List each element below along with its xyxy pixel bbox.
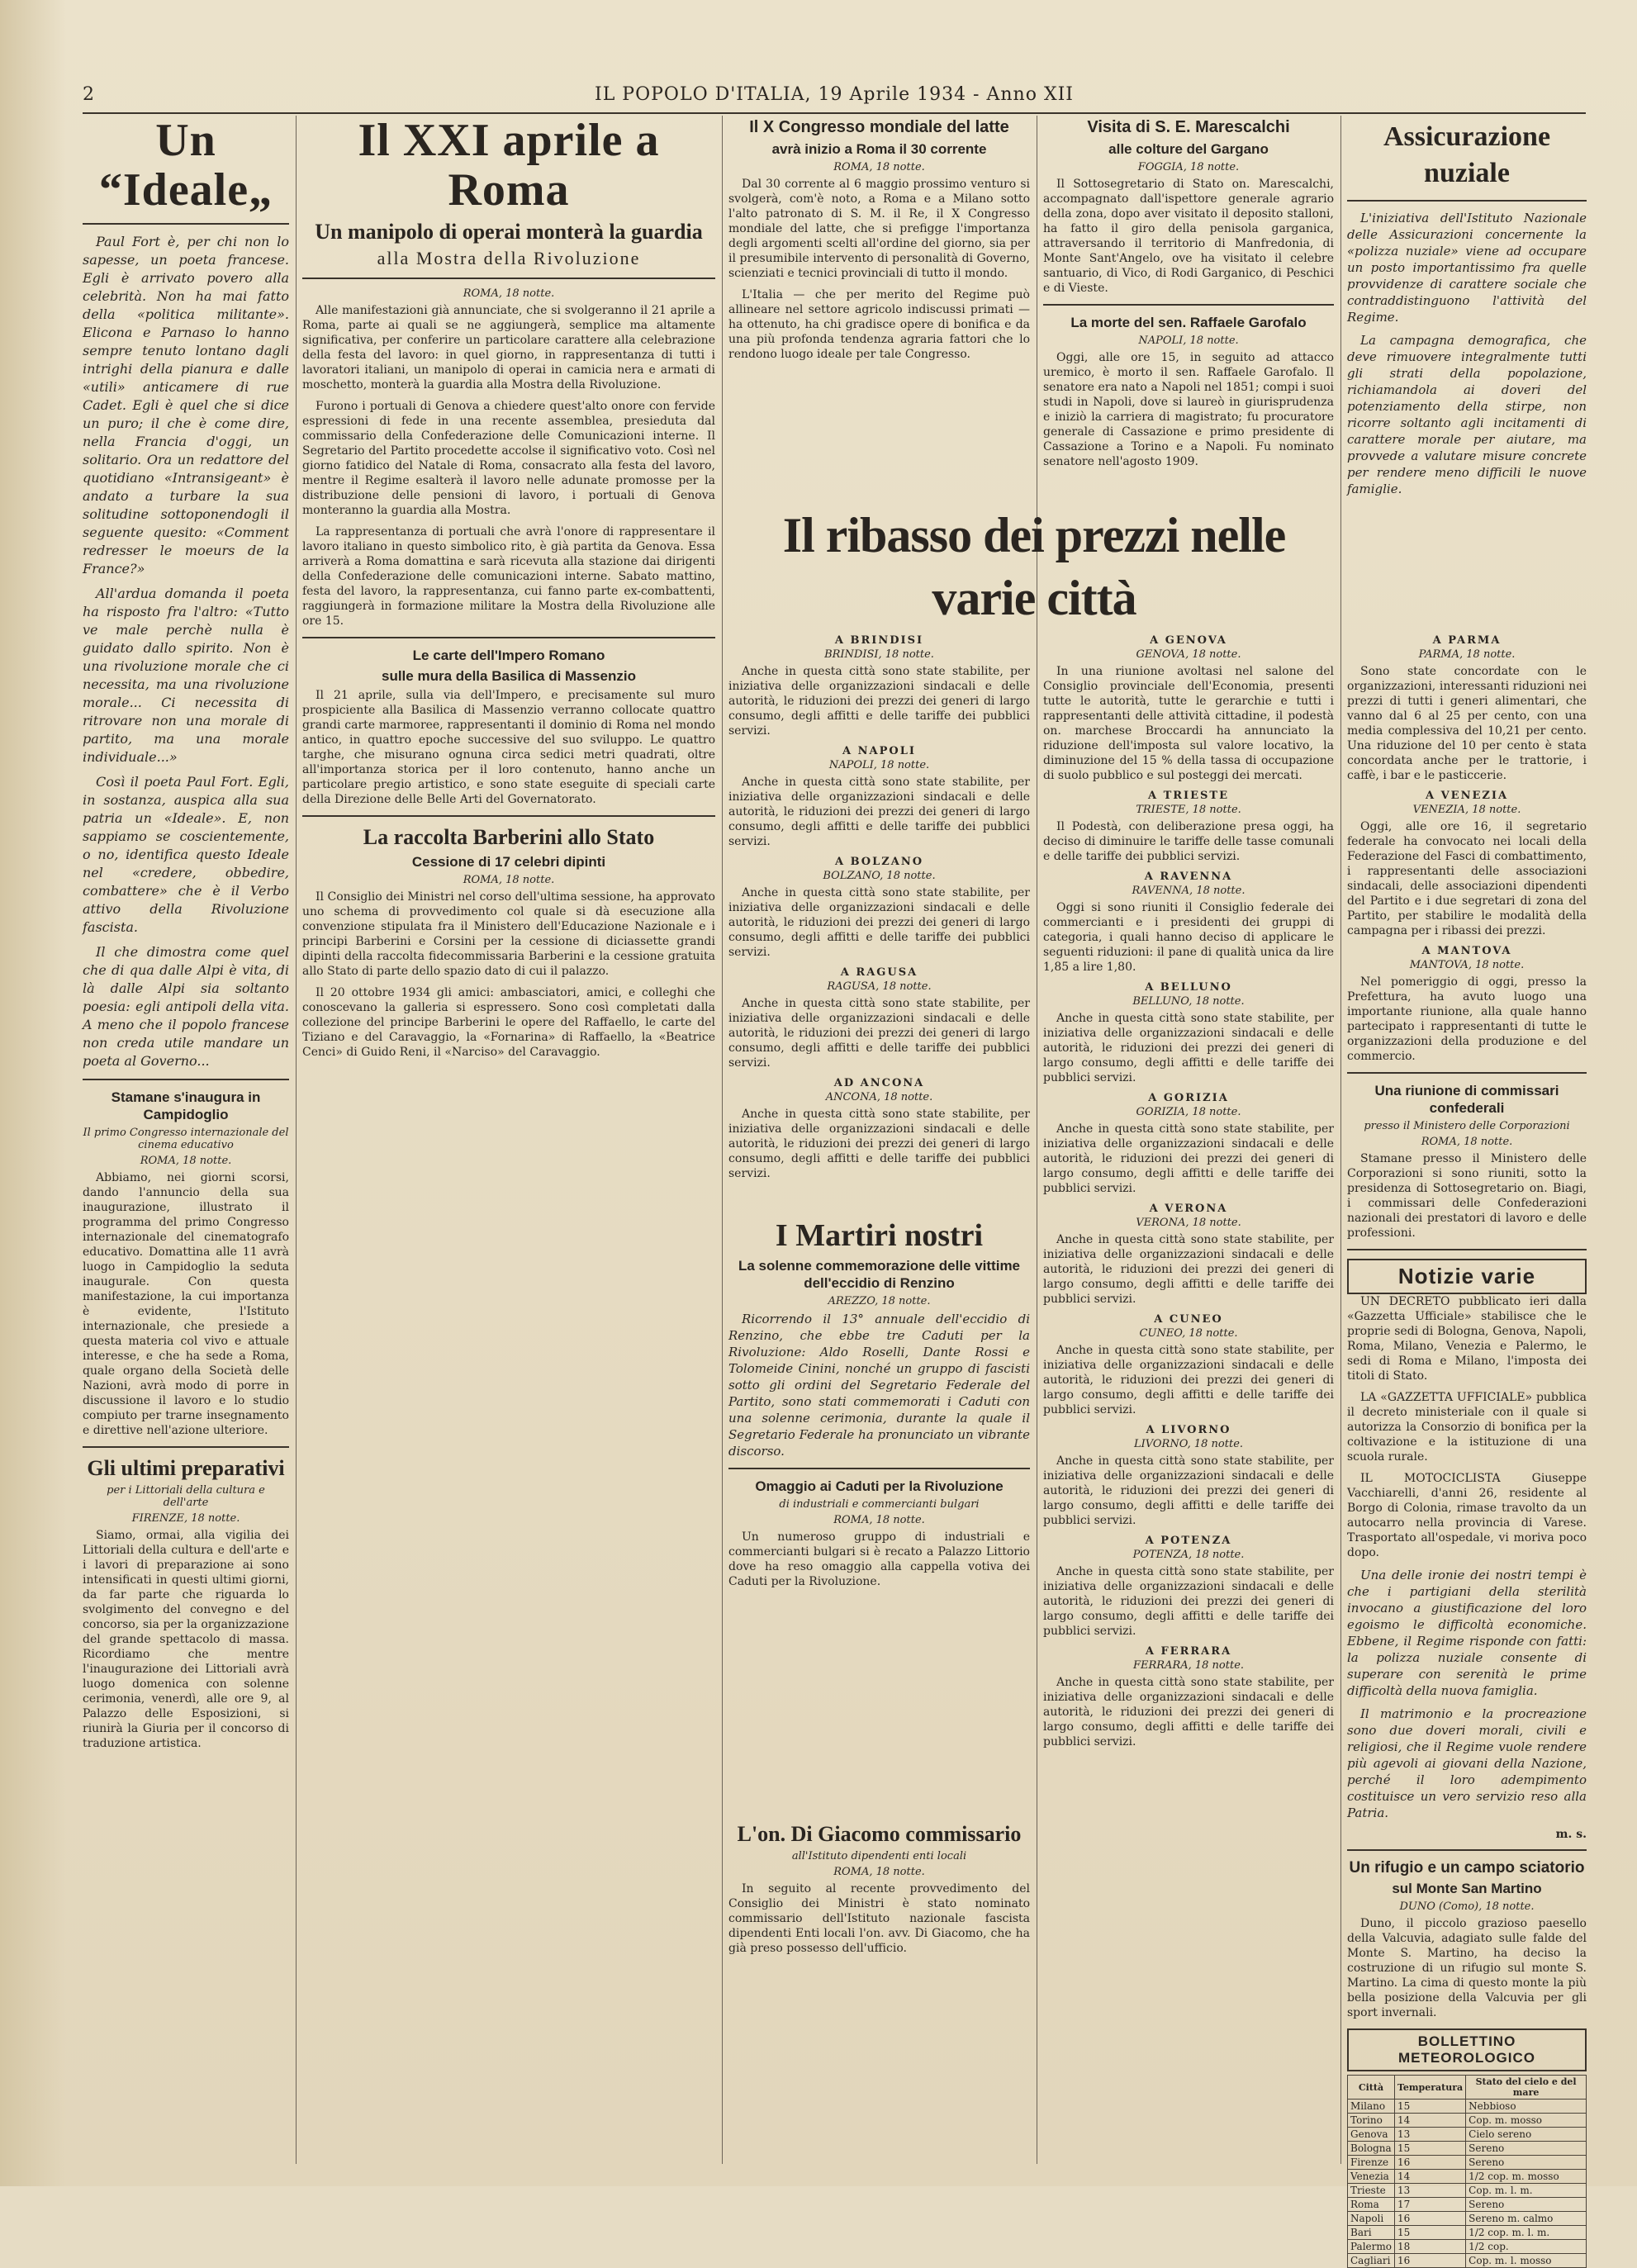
divider xyxy=(728,1468,1030,1469)
kicker: alla Mostra della Rivoluzione xyxy=(377,248,641,268)
divider xyxy=(302,278,715,279)
meteo-city: Roma xyxy=(1348,2198,1395,2212)
story-subtitle: presso il Ministero delle Corporazioni xyxy=(1364,1120,1570,1132)
city-label: A FERRARA xyxy=(1145,1645,1232,1658)
story-dateline: ROMA, 18 notte. xyxy=(1421,1136,1513,1148)
meteo-city: Napoli xyxy=(1348,2212,1395,2226)
story-dateline: ROMA, 18 notte. xyxy=(833,1514,925,1526)
story-dateline: ROMA, 18 notte. xyxy=(140,1155,232,1167)
story-subtitle: per i Littoriali della cultura e dell'arte xyxy=(107,1484,265,1509)
article-text: IL MOTOCICLISTA Giuseppe Vacchiarelli, d'anni 26, residente al Borgo di Colonia, rimase travolto da un autocarro nella provincia di Varese. Trasportato all'ospedale, vi moriva poco dopo. xyxy=(1347,1472,1587,1559)
article-text: Il Podestà, con deliberazione presa oggi, ha deciso di diminuire le tariffe delle tasse comunali e delle tariffe dei pubblici servizi. xyxy=(1043,820,1334,863)
article-text: Anche in questa città sono state stabilite, per iniziativa delle organizzazioni sindacali e delle autorità, le riduzioni dei prezzi dei generi di largo consumo, degli affitti e delle tariffe dei pubblici servizi. xyxy=(1043,1122,1334,1195)
story-subtitle: all'Istituto dipendenti enti locali xyxy=(791,1850,967,1862)
article-text: Il che dimostra come quel che di qua dalle Alpi è vita, di là dalle Alpi sia soltanto poesia: egli antipoli della vita. A meno che il popolo francese non creda utile mandare un poeta al Governo... xyxy=(83,944,289,1069)
city-dateline: BOLZANO, 18 notte. xyxy=(823,870,936,882)
article-text: Dal 30 corrente al 6 maggio prossimo venturo si svolgerà, com'è noto, a Roma e a Milano sotto l'alto patronato di S. M. il Re, il X Congresso mondiale del latte, che si prefigge l'importanza degli argomenti scelti all'ordine del giorno, sia per il presumibile intervento di personalità di Governo, scienziati e tecnici provinciali di tutto il mondo. xyxy=(728,178,1030,280)
story-dateline: ROMA, 18 notte. xyxy=(463,287,555,300)
article-text: Siamo, ormai, alla vigilia dei Littoriali della cultura e dell'arte e i lavori di preparazione ai sono intensificati in questi ultimi giorni, da far parte che riguarda lo svolgimento del convegno e del concorso, sia per la organizzazione del grande spettacolo di massa. Ricordiamo che mentre l'inaugurazione dei Littoriali avrà luogo domenica con solenne cerimonia, venerdì, alle ore 9, al Palazzo delle Esposizioni, si riunirà la Giuria per il concorso di traduzione artistica. xyxy=(83,1529,289,1750)
city-dateline: VERONA, 18 notte. xyxy=(1136,1217,1241,1229)
meteo-sky: Sereno xyxy=(1466,2198,1587,2212)
meteo-city: Genova xyxy=(1348,2128,1395,2142)
meteo-city: Bari xyxy=(1348,2226,1395,2240)
column-rule xyxy=(296,116,297,2164)
article-text: Anche in questa città sono state stabilite, per iniziativa delle organizzazioni sindacali e delle autorità, le riduzioni dei prezzi dei generi di largo consumo, degli affitti e delle tariffe dei pubblici servizi. xyxy=(728,1108,1030,1180)
article-text: Ricorrendo il 13° annuale dell'eccidio di Renzino, che ebbe tre Caduti per la Rivoluzione: Aldo Roselli, Dante Rossi e Tolomeide Cinini, nonché un gruppo di fascisti sotto gli ordini del Segretario Federale del Partito, sono stati commemorati i Caduti con una solenne cerimonia, durante la quale il Segretario Federale ha pronunciato un vibrante discorso. xyxy=(728,1312,1030,1459)
city-label: A PARMA xyxy=(1432,634,1502,647)
city-label: A BRINDISI xyxy=(834,634,924,647)
meteo-row xyxy=(1348,2100,1587,2114)
headline-assicurazione: Assicurazione nuziale xyxy=(1383,121,1551,188)
meteo-temperature: 16 xyxy=(1394,2212,1465,2226)
meteo-row xyxy=(1348,2198,1587,2212)
meteo-city: Venezia xyxy=(1348,2170,1395,2184)
city-dateline: ANCONA, 18 notte. xyxy=(825,1091,933,1103)
city-dateline: RAGUSA, 18 notte. xyxy=(827,980,932,993)
meteo-temperature: 14 xyxy=(1394,2170,1465,2184)
headline-xxi-aprile: Il XXI aprile a Roma xyxy=(358,115,660,216)
story-title: Il X Congresso mondiale del latte xyxy=(749,118,1009,136)
meteo-temperature: 14 xyxy=(1394,2114,1465,2128)
article-text: Anche in questa città sono state stabilite, per iniziativa delle organizzazioni sindacali e delle autorità, le riduzioni dei prezzi dei generi di largo consumo, degli affitti e delle tariffe dei pubblici servizi. xyxy=(728,776,1030,848)
meteo-sky: Nebbioso xyxy=(1466,2100,1587,2114)
meteo-city: Firenze xyxy=(1348,2156,1395,2170)
city-label: AD ANCONA xyxy=(833,1077,925,1089)
meteo-city: Palermo xyxy=(1348,2240,1395,2254)
article-text: UN DECRETO pubblicato ieri dalla «Gazzetta Ufficiale» stabilisce che le proprie sedi di Bologna, Genova, Napoli, Roma, Milano, Venezia e Palermo, le sedi di Roma e Milano, l'imposta dei titoli di Stato. xyxy=(1347,1295,1587,1383)
meteo-body xyxy=(1348,2100,1587,2268)
story-title: Gli ultimi preparativi xyxy=(87,1456,285,1480)
meteo-sky: Cop. m. l. mosso xyxy=(1466,2254,1587,2268)
meteo-row xyxy=(1348,2128,1587,2142)
story-dateline: ROMA, 18 notte. xyxy=(463,874,555,886)
city-label: A GORIZIA xyxy=(1148,1092,1229,1104)
meteo-row xyxy=(1348,2142,1587,2156)
article-text: Oggi, alle ore 15, in seguito ad attacco uremico, è morto il sen. Raffaele Garofalo. Il senatore era nato a Napoli nel 1851; compi i suoi studi in Napoli, dove si laureò in giurisprudenza e iniziò la carriera di magistrato; fu procuratore generale di Cassazione e primo presidente di Cassazione a Torino e a Napoli. Fu nominato senatore nell'agosto 1909. xyxy=(1043,351,1334,468)
column-5-top xyxy=(1043,116,1334,487)
story-subtitle: sul Monte San Martino xyxy=(1392,1881,1542,1896)
signature: m. s. xyxy=(1555,1828,1587,1841)
story-dateline: AREZZO, 18 notte. xyxy=(828,1295,931,1307)
meteo-sky: Cop. m. mosso xyxy=(1466,2114,1587,2128)
page-edge-stain xyxy=(0,0,66,2186)
article-text: In seguito al recente provvedimento del Consiglio dei Ministri è stato nominato commissario dell'Istituto nazionale fascista dipendenti Enti locali l'on. avv. Di Giacomo, che ha già preso possesso dell'ufficio. xyxy=(728,1882,1030,1955)
article-text: Nel pomeriggio di oggi, presso la Prefettura, ha avuto luogo una importante riunione, alla quale hanno partecipato i rappresentanti di tutte le organizzazioni della produzione e del commercio. xyxy=(1347,975,1587,1063)
meteo-row xyxy=(1348,2184,1587,2198)
city-dateline: TRIESTE, 18 notte. xyxy=(1136,804,1241,816)
article-text: Anche in questa città sono state stabilite, per iniziativa delle organizzazioni sindacali e delle autorità, le riduzioni dei prezzi dei generi di largo consumo, degli affitti e delle tariffe dei pubblici servizi. xyxy=(1043,1344,1334,1416)
divider xyxy=(1347,1849,1587,1851)
divider xyxy=(302,815,715,817)
story-dateline: ROMA, 18 notte. xyxy=(833,1866,925,1878)
story-subtitle: di industriali e commercianti bulgari xyxy=(779,1498,980,1511)
article-text: Una delle ironie dei nostri tempi è che i partigiani della sterilità invocano a giustificazione del loro egoismo le difficoltà economiche. Ebbene, il Regime risponde con fatti: la polizza nuziale consente di superare con serenità le prime difficoltà della nuova famiglia. xyxy=(1347,1568,1587,1698)
story-subtitle: avrà inizio a Roma il 30 corrente xyxy=(771,141,987,157)
meteo-sky: Sereno xyxy=(1466,2156,1587,2170)
prices-column-b xyxy=(728,628,1030,1206)
divider xyxy=(83,1079,289,1080)
meteo-row xyxy=(1348,2226,1587,2240)
meteo-temperature: 16 xyxy=(1394,2254,1465,2268)
article-text: Abbiamo, nei giorni scorsi, dando l'annuncio della sua inaugurazione, illustrato il programma del primo Congresso internazionale del cinematografo educativo. Domattina alle 11 avrà luogo in Campidoglio la seduta inaugurale. Con questa manifestazione, la cui importanza è evidente, l'Istituto internazionale, che presiede a questa materia col vivo e attuale interesse, e che ha sede a Roma, quale organo della Società delle Nazioni, avrà modo di porre in discussione il lavoro e lo studio compiuto per trarne insegnamento e direttive nell'azione ulteriore. xyxy=(83,1171,289,1437)
meteo-city: Trieste xyxy=(1348,2184,1395,2198)
article-text: Paul Fort è, per chi non lo sapesse, un poeta francese. Egli è arrivato povero alla celebrità. Non ha mai fatto della «politica militante». Elicona e Parnaso lo hanno sempre tenuto lontano dagli intrighi della pianura e dalle «utili» anticamere di rue Cadet. Egli è quel che si dice un puro; il che è come dire, nella Francia d'oggi, un solitario. Ora un redattore del quotidiano «Intransigeant» è andato a turbare la sua solitudine sottoponendogli il seguente quesito: «Comment redresser le moeurs de la France?» xyxy=(83,234,289,576)
city-dateline: NAPOLI, 18 notte. xyxy=(828,759,930,771)
meteo-temperature: 15 xyxy=(1394,2226,1465,2240)
column-6-top xyxy=(1347,116,1587,496)
city-label: A POTENZA xyxy=(1145,1535,1232,1547)
story-title: Omaggio ai Caduti per la Rivoluzione xyxy=(755,1478,1004,1494)
city-dateline: MANTOVA, 18 notte. xyxy=(1409,959,1525,971)
article-text: Anche in questa città sono state stabilite, per iniziativa delle organizzazioni sindacali e delle autorità, le riduzioni dei prezzi dei generi di largo consumo, degli affitti e delle tariffe dei pubblici servizi. xyxy=(1043,1012,1334,1084)
article-text: In una riunione avoltasi nel salone del Consiglio provinciale dell'Economia, presenti tutte le autorità, tutte le gerarchie e tutti i rappresentanti delle attività cittadine, il podestà on. marchese Broccardi ha annunciato la riduzione dell'imposta sul valore locativo, la diminuzione del 15 % della tassa di occupazione di suolo pubblico e sul posteggi dei mercati. xyxy=(1043,665,1334,782)
column-rule xyxy=(722,116,723,2164)
city-dateline: GENOVA, 18 notte. xyxy=(1136,648,1241,661)
meteo-row xyxy=(1348,2254,1587,2268)
story-title: Una riunione di commissari confederali xyxy=(1374,1083,1559,1116)
city-dateline: PARMA, 18 notte. xyxy=(1418,648,1516,661)
article-text: Il 20 ottobre 1934 gli amici: ambasciatori, amici, e colleghi che conoscevano la galleria si espressero. Sono così completati dalla collezione del principe Barberini le opere del Raffaello, le carte del Tiziano e del Caravaggio, la «Fornarina» di Raffaello, la «Beatrice Cenci» di Guido Reni, il «Narciso» del Caravaggio. xyxy=(302,986,715,1059)
story-dateline: DUNO (Como), 18 notte. xyxy=(1399,1900,1535,1913)
meteo-temperature: 13 xyxy=(1394,2128,1465,2142)
city-label: A VENEZIA xyxy=(1425,790,1509,802)
article-text: Sono state concordate con le organizzazioni, interessanti riduzioni nei prezzi di tutti i generi alimentari, che vanno dal 6 al 25 per cento, con una media complessiva del 10,21 per cento. Una riduzione del 10 per cento è stata concordata anche per le trattorie, i caffè, i bar e le pasticcerie. xyxy=(1347,665,1587,782)
meteo-header: Stato del cielo e del mare xyxy=(1466,2076,1587,2100)
story-title: La morte del sen. Raffaele Garofalo xyxy=(1070,315,1307,330)
meteo-city: Torino xyxy=(1348,2114,1395,2128)
headline-ideale: Un “Ideale„ xyxy=(98,115,273,216)
meteo-temperature: 13 xyxy=(1394,2184,1465,2198)
article-text: Anche in questa città sono state stabilite, per iniziativa delle organizzazioni sindacali e delle autorità, le riduzioni dei prezzi dei generi di largo consumo, degli affitti e delle tariffe dei pubblici servizi. xyxy=(728,886,1030,959)
city-label: A BOLZANO xyxy=(834,856,924,868)
story-subtitle: La solenne commemorazione delle vittime dell'eccidio di Renzino xyxy=(738,1258,1021,1291)
city-dateline: POTENZA, 18 notte. xyxy=(1132,1549,1245,1561)
article-text: All'ardua domanda il poeta ha risposto fra l'altro: «Tutto ve male perchè nulla è guidato dallo spirito. Non è una rivoluzione morale che ci necessita, ma una rivoluzione morale... Ci necessita di ritrovare non una morale di partito, ma una morale individuale...» xyxy=(83,586,289,765)
city-label: A LIVORNO xyxy=(1146,1424,1231,1436)
story-dateline: FOGGIA, 18 notte. xyxy=(1137,161,1240,173)
story-title: L'on. Di Giacomo commissario xyxy=(737,1822,1022,1846)
article-text: Anche in questa città sono state stabilite, per iniziativa delle organizzazioni sindacali e delle autorità, le riduzioni dei prezzi dei generi di largo consumo, degli affitti e delle tariffe dei pubblici servizi. xyxy=(728,997,1030,1070)
meteo-row xyxy=(1348,2114,1587,2128)
meteo-sky: 1/2 cop. m. mosso xyxy=(1466,2170,1587,2184)
city-label: A NAPOLI xyxy=(842,745,916,757)
meteo-sky: 1/2 cop. m. l. m. xyxy=(1466,2226,1587,2240)
meteo-sky: Sereno xyxy=(1466,2142,1587,2156)
story-subtitle: sulle mura della Basilica di Massenzio xyxy=(381,668,636,684)
column-3-top xyxy=(728,116,1030,487)
story-subtitle: alle colture del Gargano xyxy=(1108,141,1269,157)
article-text: Oggi, alle ore 16, il segretario federale ha convocato nei locali della Federazione del Fasci di combattimento, i rappresentanti delle associazioni sindacali, delle associazioni dipendenti del Partito e i due segretari di zona del Partito, per stabilire le modalità della campagna per i ribassi dei prezzi. xyxy=(1347,820,1587,937)
meteo-row xyxy=(1348,2240,1587,2254)
city-dateline: VENEZIA, 18 notte. xyxy=(1412,804,1521,816)
meteo-temperature: 15 xyxy=(1394,2142,1465,2156)
city-label: A RAGUSA xyxy=(840,966,918,979)
story-title: La raccolta Barberini allo Stato xyxy=(363,825,655,849)
masthead-title: IL POPOLO D'ITALIA, 19 Aprile 1934 - Anno XII xyxy=(595,84,1074,105)
divider xyxy=(1347,1072,1587,1074)
meteo-header-row xyxy=(1348,2076,1587,2100)
story-dateline: ROMA, 18 notte. xyxy=(833,161,925,173)
city-label: A VERONA xyxy=(1149,1203,1228,1215)
page-number: 2 xyxy=(83,84,95,105)
article-text: Un numeroso gruppo di industriali e commercianti bulgari si è recato a Palazzo Littorio dove ha reso omaggio alla cappella votiva dei Caduti per la Rivoluzione. xyxy=(728,1530,1030,1588)
column-6 xyxy=(1347,628,1587,2266)
city-label: A GENOVA xyxy=(1150,634,1227,647)
meteo-city: Cagliari xyxy=(1348,2254,1395,2268)
meteo-sky: Cielo sereno xyxy=(1466,2128,1587,2142)
city-dateline: LIVORNO, 18 notte. xyxy=(1133,1438,1244,1450)
city-dateline: BRINDISI, 18 notte. xyxy=(824,648,934,661)
martiri-story xyxy=(728,1214,1030,1809)
story-title: Stamane s'inaugura in Campidoglio xyxy=(111,1089,261,1122)
article-text: Così il poeta Paul Fort. Egli, in sostanza, auspica alla sua patria un «Ideale». E, non sappiamo se coscientemente, o no, identifica questo Ideale nel «credere, obbedire, combattere» che è il Verbo attivo della Rivoluzione fascista. xyxy=(83,774,289,935)
city-dateline: CUNEO, 18 notte. xyxy=(1139,1327,1238,1340)
meteo-row xyxy=(1348,2156,1587,2170)
meteo-sky: 1/2 cop. xyxy=(1466,2240,1587,2254)
meteo-table xyxy=(1347,2075,1587,2268)
meteo-row xyxy=(1348,2212,1587,2226)
city-label: A CUNEO xyxy=(1154,1313,1223,1326)
city-label: A RAVENNA xyxy=(1144,871,1233,883)
article-text: Duno, il piccolo grazioso paesello della Valcuvia, adagiato sulle falde del Monte S. Martino, ha deciso la costruzione di un rifugio sul monte S. Martino. La cima di questo monte la più bella posizione della Valcuvia per gli sport invernali. xyxy=(1347,1917,1587,2019)
article-text: Alle manifestazioni già annunciate, che si svolgeranno il 21 aprile a Roma, parte ai quali se ne aggiungerà, semplice ma altamente significativa, per conferire un particolare carattere alla celebrazione della festa del lavoro: in quel giorno, in rappresentanza di tutti i lavoratori italiani, un manipolo di operai in camicia nera e armati di moschetto, monterà la guardia alla Mostra della Rivoluzione. xyxy=(302,304,715,391)
meteo-header: Temperatura xyxy=(1394,2076,1465,2100)
city-dateline: FERRARA, 18 notte. xyxy=(1132,1659,1245,1672)
column-2 xyxy=(302,116,715,2164)
article-text: LA «GAZZETTA UFFICIALE» pubblica il decreto ministeriale con il quale si autorizza la Consorzio di bonifica per la coltivazione e la istituzione di una scuola rurale. xyxy=(1347,1391,1587,1464)
masthead xyxy=(83,79,1586,114)
article-text: Il Consiglio dei Ministri nel corso dell'ultima sessione, ha approvato uno schema di provvedimento col quale si dà esecuzione alla convenzione stipulata fra il Ministero dell'Educazione Nazionale e i principi Barberini e Corsini per la cessione di diciassette grandi dipinti della raccolta fidecommissaria Barberini e la cessione gratuita allo Stato di parte dello spazio dato di cui il palazzo. xyxy=(302,890,715,978)
article-text: Oggi si sono riuniti il Consiglio federale dei commercianti e i presidenti dei gruppi di categoria, i quali hanno deciso di applicare le seguenti riduzioni: il pane di qualità unica da lire 1,85 a lire 1,80. xyxy=(1043,901,1334,974)
story-subtitle: Cessione di 17 celebri dipinti xyxy=(411,854,606,870)
article-text: Stamane presso il Ministero delle Corporazioni si sono riuniti, sotto la presidenza di Sottosegretario on. Biagi, i commissari delle Confederazioni nazionali dei prestatori di lavoro e delle professioni. xyxy=(1347,1152,1587,1240)
article-text: Il matrimonio e la procreazione sono due doveri morali, civili e religiosi, che il Regime vuole rendere più agevoli ai giovani della Nazione, perché il loro adempimento costituisce un vero servizio reso alla Patria. xyxy=(1347,1706,1587,1820)
city-dateline: BELLUNO, 18 notte. xyxy=(1132,995,1245,1008)
article-text: Anche in questa città sono state stabilite, per iniziativa delle organizzazioni sindacali e delle autorità, le riduzioni dei prezzi dei generi di largo consumo, degli affitti e delle tariffe dei pubblici servizi. xyxy=(1043,1233,1334,1306)
banner-ribasso-prezzi: Il ribasso dei prezzi nelle varie città xyxy=(782,508,1286,625)
meteo-header: Città xyxy=(1348,2076,1395,2100)
column-rule xyxy=(1340,116,1341,2164)
story-subtitle: Il primo Congresso internazionale del cinema educativo xyxy=(83,1127,289,1151)
meteo-row xyxy=(1348,2170,1587,2184)
notizie-varie-title: Notizie varie xyxy=(1347,1259,1587,1294)
divider xyxy=(302,637,715,638)
meteo-title: BOLLETTINO METEOROLOGICO xyxy=(1347,2028,1587,2071)
article-text: L'iniziativa dell'Istituto Nazionale delle Assicurazioni concernente la «polizza nuziale» viene ad occupare un posto importantissimo fra quelle provvidenze di carattere sociale che contraddistinguono l'attività del Regime. xyxy=(1347,211,1587,325)
city-label: A MANTOVA xyxy=(1421,945,1512,957)
article-text: La rappresentanza di portuali che avrà l'onore di rappresentare il lavoro italiano in questo simbolico rito, è già partita da Genova. Essa arriverà a Roma domattina e sarà ricevuta alla stazione dai dirigenti della Confederazione delle comunicazioni interne. Sabato mattino, festa del lavoro, la rappresentanza, cui fanno parte ex-combattenti, raggiungerà in formazione militare la Mostra della Rivoluzione alle ore 15. xyxy=(302,525,715,628)
column-1 xyxy=(83,116,289,2164)
meteo-temperature: 15 xyxy=(1394,2100,1465,2114)
story-dateline: FIRENZE, 18 notte. xyxy=(131,1512,240,1525)
article-text: Anche in questa città sono state stabilite, per iniziativa delle organizzazioni sindacali e delle autorità, le riduzioni dei prezzi dei generi di largo consumo, degli affitti e delle tariffe dei pubblici servizi. xyxy=(728,665,1030,738)
story-dateline: NAPOLI, 18 notte. xyxy=(1138,335,1239,347)
article-text: Furono i portuali di Genova a chiedere quest'alto onore con fervide espressioni di fede in una recente assemblea, presieduta dal commissario della Confederazione delle Comunicazioni interne. Il Segretario del Partito procedette accolse il significativo voto. Così nel giorno fatidico del Natale di Roma, consacrato alla festa del lavoro, mentre il Regime esalterà il lavoro nelle adunate promosse per la distribuzione delle pensioni di lavoro, i portuali di Genova monteranno la guardia alla Mostra. xyxy=(302,400,715,517)
article-text: Anche in questa città sono state stabilite, per iniziativa delle organizzazioni sindacali e delle autorità, le riduzioni dei prezzi dei generi di largo consumo, degli affitti e delle tariffe dei pubblici servizi. xyxy=(1043,1676,1334,1748)
story-title: Le carte dell'Impero Romano xyxy=(412,648,605,663)
article-text: Il Sottosegretario di Stato on. Marescalchi, accompagnato dall'ispettore generale agrario della zona, dopo aver visitato il deposito stalloni, ha fatto il giro della penisola garganica, attraversando il territorio di Manfredonia, di Monte Sant'Angelo, ove ha visitato il celebre santuario, di Vico, di Rodi Garganico, di Peschici e di Vieste. xyxy=(1043,178,1334,295)
meteo-temperature: 16 xyxy=(1394,2156,1465,2170)
subheadline: Un manipolo di operai monterà la guardia xyxy=(315,220,703,244)
story-title: Un rifugio e un campo sciatorio xyxy=(1349,1859,1585,1877)
meteo-city: Milano xyxy=(1348,2100,1395,2114)
city-dateline: RAVENNA, 18 notte. xyxy=(1132,885,1246,897)
meteo-city: Bologna xyxy=(1348,2142,1395,2156)
article-text: L'Italia — che per merito del Regime può allineare nel settore agricolo indiscussi primati — ha ottenuto, ha chi gradisce opere di bonifica e da una più profonda tendenza agraria fattori che lo rendono luogo ideale per tale Congresso. xyxy=(728,288,1030,361)
story-title: Visita di S. E. Marescalchi xyxy=(1087,118,1290,136)
story-title: I Martiri nostri xyxy=(775,1218,984,1253)
divider xyxy=(1043,304,1334,306)
column-3-bottom xyxy=(728,1817,1030,2164)
meteo-temperature: 17 xyxy=(1394,2198,1465,2212)
city-label: A BELLUNO xyxy=(1145,981,1232,994)
divider xyxy=(1347,1249,1587,1250)
article-text: Anche in questa città sono state stabilite, per iniziativa delle organizzazioni sindacali e delle autorità, le riduzioni dei prezzi dei generi di largo consumo, degli affitti e delle tariffe dei pubblici servizi. xyxy=(1043,1454,1334,1527)
article-text: La campagna demografica, che deve rimuovere integralmente tutti gli strati della popolazione, richiamandola ai doveri del potenziamento della stirpe, non ricorre soltanto agli incitamenti di carattere morale per aiutare, ma provvede a valutare misure concrete per rendere meno difficili le nuove famiglie. xyxy=(1347,333,1587,496)
meteo-temperature: 18 xyxy=(1394,2240,1465,2254)
article-text: Anche in questa città sono state stabilite, per iniziativa delle organizzazioni sindacali e delle autorità, le riduzioni dei prezzi dei generi di largo consumo, degli affitti e delle tariffe dei pubblici servizi. xyxy=(1043,1565,1334,1638)
article-text: Il 21 aprile, sulla via dell'Impero, e precisamente sul muro prospiciente alla Basilica di Massenzio verranno collocate quattro grandi carte marmoree, rappresentanti il dominio di Roma nel mondo antico, in quattro epoche successive del suo sviluppo. Le quattro targhe, che misurano ognuna circa sedici metri quadrati, oltre all'importanza storica per il loro contenuto, hanno anche un particolare pregio artistico, e sono state eseguite di speciali carte della Direzione delle Belle Arti del Governatorato. xyxy=(302,689,715,806)
divider xyxy=(83,1446,289,1448)
meteo-sky: Sereno m. calmo xyxy=(1466,2212,1587,2226)
prices-column xyxy=(1043,628,1334,2164)
divider xyxy=(1347,200,1587,202)
meteo-sky: Cop. m. l. m. xyxy=(1466,2184,1587,2198)
city-label: A TRIESTE xyxy=(1147,790,1230,802)
divider xyxy=(83,223,289,225)
city-dateline: GORIZIA, 18 notte. xyxy=(1136,1106,1241,1118)
